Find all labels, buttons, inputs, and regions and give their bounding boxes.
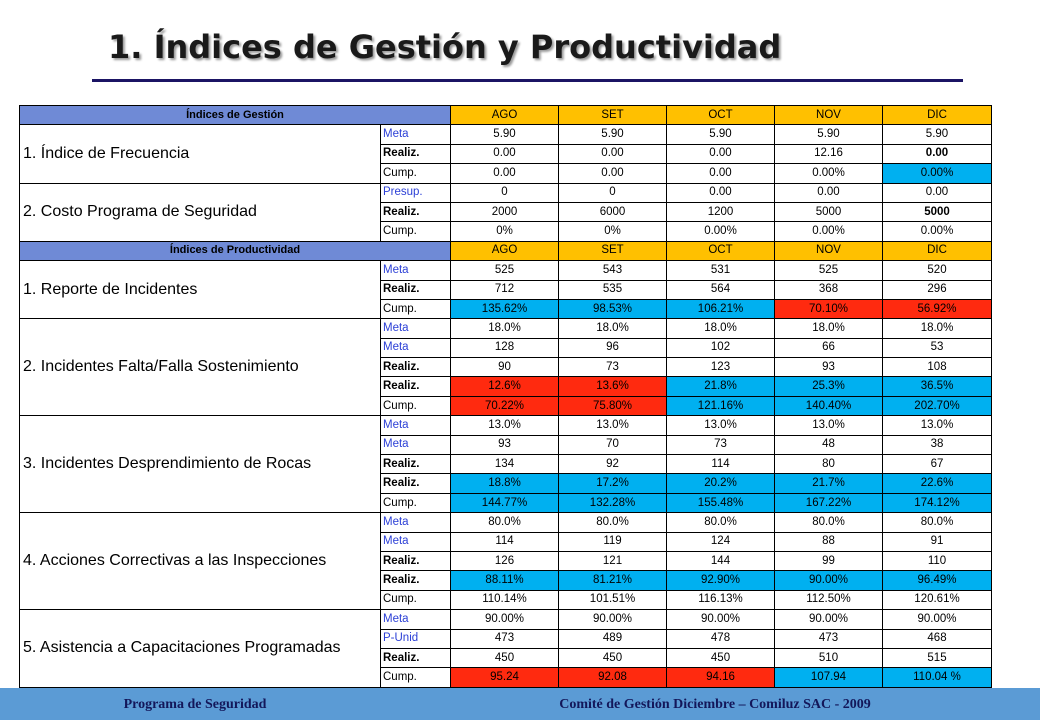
footer-committee: Comité de Gestión Diciembre – Comiluz SAC - 2009 — [559, 697, 871, 712]
row-type-label: Realiz. — [381, 144, 451, 163]
value-cell: 91 — [883, 532, 992, 551]
value-cell: 13.0% — [883, 416, 992, 435]
month-header-oct: OCT — [667, 106, 775, 125]
value-cell: 450 — [451, 648, 559, 667]
row-type-label: Cump. — [381, 299, 451, 318]
value-cell: 0% — [451, 222, 559, 241]
value-cell: 123 — [667, 358, 775, 377]
value-cell: 5.90 — [883, 125, 992, 144]
value-cell: 96.49% — [883, 571, 992, 590]
value-cell: 90.00% — [775, 610, 883, 629]
month-header-dic: DIC — [883, 106, 992, 125]
value-cell: 93 — [775, 358, 883, 377]
value-cell: 473 — [775, 629, 883, 648]
row-type-label: Realiz. — [381, 280, 451, 299]
value-cell: 56.92% — [883, 299, 992, 318]
value-cell: 88.11% — [451, 571, 559, 590]
value-cell: 92 — [559, 455, 667, 474]
value-cell: 450 — [667, 648, 775, 667]
row-type-label: Meta — [381, 338, 451, 357]
row-type-label: Cump. — [381, 668, 451, 687]
value-cell: 90.00% — [775, 571, 883, 590]
row-type-label: Meta — [381, 416, 451, 435]
value-cell: 543 — [559, 261, 667, 280]
value-cell: 90.00% — [883, 610, 992, 629]
value-cell: 0.00 — [667, 183, 775, 202]
value-cell: 0.00% — [667, 222, 775, 241]
value-cell: 73 — [559, 358, 667, 377]
value-cell: 67 — [883, 455, 992, 474]
value-cell: 712 — [451, 280, 559, 299]
value-cell: 6000 — [559, 202, 667, 221]
value-cell: 81.21% — [559, 571, 667, 590]
row-type-label: Realiz. — [381, 377, 451, 396]
table-row — [20, 261, 992, 280]
value-cell: 144 — [667, 551, 775, 570]
value-cell: 112.50% — [775, 590, 883, 609]
row-type-label: Realiz. — [381, 474, 451, 493]
value-cell: 70 — [559, 435, 667, 454]
value-cell: 21.8% — [667, 377, 775, 396]
value-cell: 478 — [667, 629, 775, 648]
month-header-nov: NOV — [775, 241, 883, 260]
value-cell: 80.0% — [451, 513, 559, 532]
value-cell: 18.0% — [559, 319, 667, 338]
value-cell: 73 — [667, 435, 775, 454]
value-cell: 90.00% — [559, 610, 667, 629]
value-cell: 120.61% — [883, 590, 992, 609]
month-header-dic: DIC — [883, 241, 992, 260]
value-cell: 0.00 — [883, 183, 992, 202]
value-cell: 96 — [559, 338, 667, 357]
value-cell: 80 — [775, 455, 883, 474]
value-cell: 2000 — [451, 202, 559, 221]
value-cell: 525 — [775, 261, 883, 280]
value-cell: 18.0% — [667, 319, 775, 338]
value-cell: 0.00 — [667, 144, 775, 163]
indicator-name: 5. Asistencia a Capacitaciones Programadas — [20, 610, 381, 688]
value-cell: 525 — [451, 261, 559, 280]
value-cell: 473 — [451, 629, 559, 648]
table-header-row — [20, 241, 992, 260]
value-cell: 13.0% — [775, 416, 883, 435]
indices-table — [19, 105, 992, 688]
row-type-label: Cump. — [381, 164, 451, 183]
value-cell: 5.90 — [451, 125, 559, 144]
value-cell: 70.10% — [775, 299, 883, 318]
row-type-label: Realiz. — [381, 358, 451, 377]
value-cell: 5.90 — [667, 125, 775, 144]
indicator-name: 2. Incidentes Falta/Falla Sostenimiento — [20, 319, 381, 416]
value-cell: 106.21% — [667, 299, 775, 318]
header-label: Índices de Gestión — [20, 106, 451, 125]
table-row — [20, 416, 992, 435]
value-cell: 124 — [667, 532, 775, 551]
value-cell: 18.0% — [451, 319, 559, 338]
row-type-label: Realiz. — [381, 648, 451, 667]
value-cell: 13.0% — [451, 416, 559, 435]
value-cell: 5000 — [775, 202, 883, 221]
indicator-name: 2. Costo Programa de Seguridad — [20, 183, 381, 241]
row-type-label: Meta — [381, 125, 451, 144]
value-cell: 13.0% — [559, 416, 667, 435]
value-cell: 12.16 — [775, 144, 883, 163]
value-cell: 0.00% — [775, 222, 883, 241]
value-cell: 520 — [883, 261, 992, 280]
value-cell: 5.90 — [559, 125, 667, 144]
row-type-label: Realiz. — [381, 455, 451, 474]
value-cell: 107.94 — [775, 668, 883, 687]
value-cell: 75.80% — [559, 396, 667, 415]
value-cell: 90.00% — [451, 610, 559, 629]
row-type-label: Realiz. — [381, 202, 451, 221]
value-cell: 135.62% — [451, 299, 559, 318]
value-cell: 13.6% — [559, 377, 667, 396]
value-cell: 110.14% — [451, 590, 559, 609]
value-cell: 114 — [667, 455, 775, 474]
value-cell: 0.00 — [559, 144, 667, 163]
value-cell: 531 — [667, 261, 775, 280]
value-cell: 167.22% — [775, 493, 883, 512]
value-cell: 510 — [775, 648, 883, 667]
value-cell: 18.0% — [775, 319, 883, 338]
value-cell: 0.00 — [667, 164, 775, 183]
row-type-label: Meta — [381, 319, 451, 338]
value-cell: 515 — [883, 648, 992, 667]
month-header-oct: OCT — [667, 241, 775, 260]
value-cell: 53 — [883, 338, 992, 357]
row-type-label: Meta — [381, 610, 451, 629]
value-cell: 132.28% — [559, 493, 667, 512]
value-cell: 93 — [451, 435, 559, 454]
table-row — [20, 610, 992, 629]
value-cell: 25.3% — [775, 377, 883, 396]
value-cell: 121.16% — [667, 396, 775, 415]
value-cell: 66 — [775, 338, 883, 357]
value-cell: 134 — [451, 455, 559, 474]
month-header-set: SET — [559, 106, 667, 125]
row-type-label: Realiz. — [381, 551, 451, 570]
value-cell: 119 — [559, 532, 667, 551]
value-cell: 0.00% — [883, 222, 992, 241]
month-header-ago: AGO — [451, 241, 559, 260]
value-cell: 0.00% — [775, 164, 883, 183]
value-cell: 368 — [775, 280, 883, 299]
value-cell: 126 — [451, 551, 559, 570]
value-cell: 36.5% — [883, 377, 992, 396]
month-header-ago: AGO — [451, 106, 559, 125]
value-cell: 0.00 — [559, 164, 667, 183]
footer-bar — [0, 688, 1040, 720]
value-cell: 121 — [559, 551, 667, 570]
value-cell: 450 — [559, 648, 667, 667]
value-cell: 101.51% — [559, 590, 667, 609]
value-cell: 48 — [775, 435, 883, 454]
value-cell: 17.2% — [559, 474, 667, 493]
value-cell: 0.00 — [451, 144, 559, 163]
row-type-label: Meta — [381, 261, 451, 280]
row-type-label: Cump. — [381, 222, 451, 241]
table-row — [20, 319, 992, 338]
value-cell: 114 — [451, 532, 559, 551]
value-cell: 155.48% — [667, 493, 775, 512]
row-type-label: Meta — [381, 532, 451, 551]
footer-program: Programa de Seguridad — [123, 697, 267, 712]
row-type-label: Cump. — [381, 396, 451, 415]
page-title: 1. Índices de Gestión y Productividad — [108, 28, 782, 66]
value-cell: 18.8% — [451, 474, 559, 493]
value-cell: 80.0% — [667, 513, 775, 532]
value-cell: 0.00 — [883, 144, 992, 163]
row-type-label: Realiz. — [381, 571, 451, 590]
value-cell: 564 — [667, 280, 775, 299]
title-underline — [92, 79, 963, 82]
value-cell: 110.04 % — [883, 668, 992, 687]
month-header-nov: NOV — [775, 106, 883, 125]
value-cell: 174.12% — [883, 493, 992, 512]
value-cell: 20.2% — [667, 474, 775, 493]
value-cell: 0.00 — [775, 183, 883, 202]
value-cell: 128 — [451, 338, 559, 357]
value-cell: 108 — [883, 358, 992, 377]
value-cell: 95.24 — [451, 668, 559, 687]
indicator-name: 1. Índice de Frecuencia — [20, 125, 381, 183]
value-cell: 80.0% — [559, 513, 667, 532]
value-cell: 535 — [559, 280, 667, 299]
indicator-name: 3. Incidentes Desprendimiento de Rocas — [20, 416, 381, 513]
row-type-label: Meta — [381, 513, 451, 532]
value-cell: 18.0% — [883, 319, 992, 338]
table-row — [20, 125, 992, 144]
row-type-label: Cump. — [381, 493, 451, 512]
value-cell: 99 — [775, 551, 883, 570]
indicator-name: 1. Reporte de Incidentes — [20, 261, 381, 319]
value-cell: 21.7% — [775, 474, 883, 493]
value-cell: 5.90 — [775, 125, 883, 144]
value-cell: 468 — [883, 629, 992, 648]
value-cell: 38 — [883, 435, 992, 454]
value-cell: 88 — [775, 532, 883, 551]
value-cell: 144.77% — [451, 493, 559, 512]
value-cell: 0% — [559, 222, 667, 241]
value-cell: 0.00 — [451, 164, 559, 183]
value-cell: 12.6% — [451, 377, 559, 396]
value-cell: 202.70% — [883, 396, 992, 415]
value-cell: 90 — [451, 358, 559, 377]
row-type-label: Meta — [381, 435, 451, 454]
value-cell: 5000 — [883, 202, 992, 221]
value-cell: 1200 — [667, 202, 775, 221]
value-cell: 102 — [667, 338, 775, 357]
value-cell: 22.6% — [883, 474, 992, 493]
indicator-name: 4. Acciones Correctivas a las Inspecciones — [20, 513, 381, 610]
value-cell: 140.40% — [775, 396, 883, 415]
header-label: Índices de Productividad — [20, 241, 451, 260]
row-type-label: Cump. — [381, 590, 451, 609]
value-cell: 13.0% — [667, 416, 775, 435]
row-type-label: Presup. — [381, 183, 451, 202]
value-cell: 110 — [883, 551, 992, 570]
row-type-label: P-Unid — [381, 629, 451, 648]
value-cell: 92.90% — [667, 571, 775, 590]
value-cell: 116.13% — [667, 590, 775, 609]
table-header-row — [20, 106, 992, 125]
table-row — [20, 183, 992, 202]
value-cell: 94.16 — [667, 668, 775, 687]
value-cell: 489 — [559, 629, 667, 648]
value-cell: 98.53% — [559, 299, 667, 318]
value-cell: 0 — [451, 183, 559, 202]
value-cell: 80.0% — [883, 513, 992, 532]
value-cell: 80.0% — [775, 513, 883, 532]
value-cell: 90.00% — [667, 610, 775, 629]
value-cell: 0 — [559, 183, 667, 202]
value-cell: 92.08 — [559, 668, 667, 687]
value-cell: 70.22% — [451, 396, 559, 415]
table-row — [20, 513, 992, 532]
value-cell: 296 — [883, 280, 992, 299]
month-header-set: SET — [559, 241, 667, 260]
value-cell: 0.00% — [883, 164, 992, 183]
